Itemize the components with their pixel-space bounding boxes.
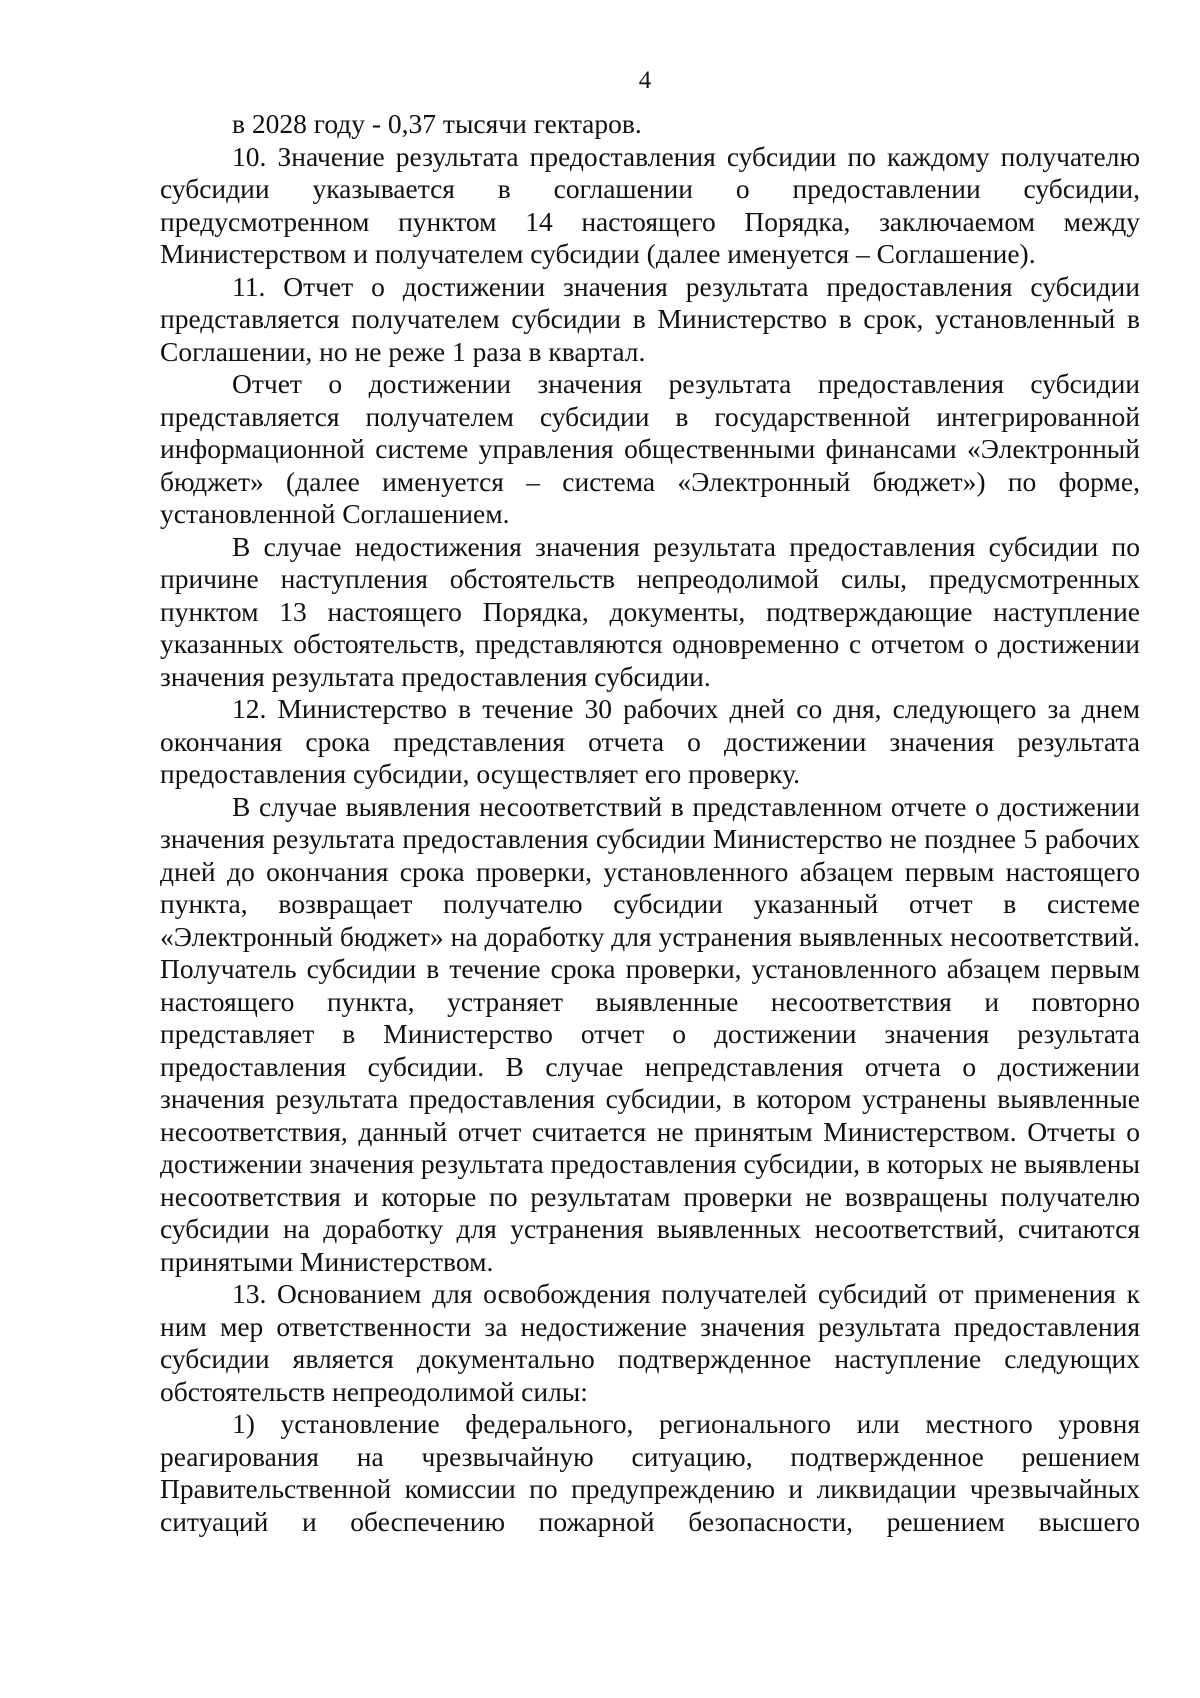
paragraph-item-12: 12. Министерство в течение 30 рабочих дней со дня, следующего за днем окончания срока представления отчета о достижении значения результата предоставления субсидии, осуществляет его проверку. — [160, 693, 1140, 789]
paragraph-subitem-1: 1) установление федерального, регионального или местного уровня реагирования на чрезвычайную ситуацию, подтвержденное решением Правительственной комиссии по предупреждению и ликвидации чрезвычайных ситуаций и обеспечению пожарной безопасности, решением высшего — [160, 1408, 1140, 1537]
paragraph-item-10: 10. Значение результата предоставления субсидии по каждому получателю субсидии указывается в соглашении о предоставлении субсидии, предусмотренном пунктом 14 настоящего Порядка, заключаемом между Министерством и получателем субсидии (далее именуется – Соглашение). — [160, 140, 1140, 269]
document-body — [160, 108, 1140, 1538]
paragraph-item-11: 11. Отчет о достижении значения результата предоставления субсидии представляется получателем субсидии в Министерство в срок, установленный в Соглашении, но не реже 1 раза в квартал. — [160, 270, 1140, 367]
paragraph-force-majeure-documents: В случае недостижения значения результата предоставления субсидии по причине наступления обстоятельств непреодолимой силы, предусмотренных пунктом 13 настоящего Порядка, документы, подтверждающие наступление указанных обстоятельств, представляются одновременно с отчетом о достижении значения результата предоставления субсидии. — [160, 530, 1140, 692]
paragraph-area-2028: в 2028 году - 0,37 тысячи гектаров. — [232, 108, 642, 139]
paragraph-report-electronic-budget: Отчет о достижении значения результата предоставления субсидии представляется получателем субсидии в государственной интегрированной информационной системе управления общественными финансами «Электронный бюджет» (далее именуется – система «Электронный бюджет») по форме, установленной Соглашением. — [160, 368, 1140, 529]
page-number: 4 — [638, 67, 652, 94]
paragraph-inconsistencies: В случае выявления несоответствий в представленном отчете о достижении значения результата предоставления субсидии Министерство не позднее 5 рабочих дней до окончания срока проверки, установленного абзацем первым настоящего пункта, возвращает получателю субсидии указанный отчет в системе «Электронный бюджет» на доработку для устранения выявленных несоответствий. Получатель субсидии в течение срока проверки, установленного абзацем первым настоящего пункта, устраняет выявленные несоответствия и повторно представляет в Министерство отчет о достижении значения результата предоставления субсидии. В случае непредставления отчета о достижении значения результата предоставления субсидии, в котором устранены выявленные несоответствия, данный отчет считается не принятым Министерством. Отчеты о достижении значения результата предоставления субсидии, в которых не выявлены несоответствия и которые по результатам проверки не возвращены получателю субсидии на доработку для устранения выявленных несоответствий, считаются принятыми Министерством. — [160, 790, 1140, 1277]
paragraph-item-13: 13. Основанием для освобождения получателей субсидий от применения к ним мер ответственности за недостижение значения результата предоставления субсидии является документально подтвержденное наступление следующих обстоятельств непреодолимой силы: — [160, 1278, 1140, 1407]
